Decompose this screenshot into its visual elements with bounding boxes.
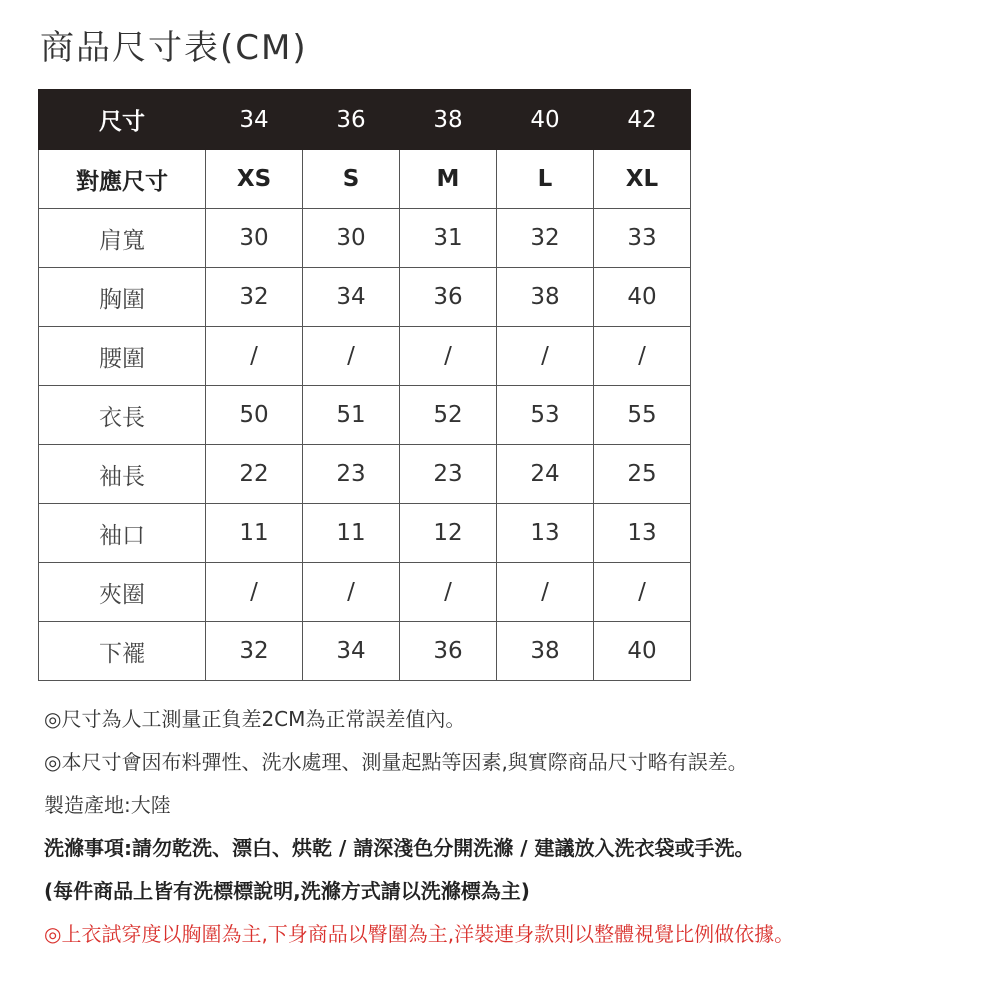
table-cell: 38 xyxy=(497,268,594,327)
table-cell: 51 xyxy=(303,386,400,445)
table-cell: 34 xyxy=(303,622,400,681)
table-cell: 11 xyxy=(303,504,400,563)
table-cell: 32 xyxy=(497,209,594,268)
equivalent-size-cell: L xyxy=(497,150,594,209)
table-cell: / xyxy=(206,327,303,386)
header-size-38: 38 xyxy=(400,90,497,150)
table-cell: 22 xyxy=(206,445,303,504)
table-cell: / xyxy=(303,327,400,386)
table-cell: 30 xyxy=(303,209,400,268)
row-label: 下襬 xyxy=(39,622,206,681)
header-size-label: 尺寸 xyxy=(39,90,206,150)
table-cell: / xyxy=(400,327,497,386)
table-cell: 36 xyxy=(400,268,497,327)
table-cell: 11 xyxy=(206,504,303,563)
row-label: 衣長 xyxy=(39,386,206,445)
header-size-40: 40 xyxy=(497,90,594,150)
table-cell: 33 xyxy=(594,209,691,268)
table-cell: 55 xyxy=(594,386,691,445)
table-cell: 31 xyxy=(400,209,497,268)
notes-section xyxy=(44,698,994,956)
table-row-cuff xyxy=(39,504,691,563)
table-row-shoulder-width xyxy=(39,209,691,268)
table-cell: 40 xyxy=(594,622,691,681)
row-label: 袖口 xyxy=(39,504,206,563)
table-cell: 23 xyxy=(400,445,497,504)
row-label: 夾圈 xyxy=(39,563,206,622)
table-cell: 32 xyxy=(206,268,303,327)
measurement-error-note: ◎尺寸為人工測量正負差2CM為正常誤差值內。 xyxy=(44,707,466,731)
equivalent-size-cell: M xyxy=(400,150,497,209)
table-cell: / xyxy=(497,327,594,386)
table-cell: 40 xyxy=(594,268,691,327)
row-label: 袖長 xyxy=(39,445,206,504)
table-cell: 32 xyxy=(206,622,303,681)
row-label: 胸圍 xyxy=(39,268,206,327)
table-row-armhole xyxy=(39,563,691,622)
table-cell: 34 xyxy=(303,268,400,327)
table-header-row xyxy=(39,90,691,150)
equivalent-size-label: 對應尺寸 xyxy=(39,150,206,209)
table-cell: / xyxy=(400,563,497,622)
table-cell: 25 xyxy=(594,445,691,504)
table-row-chest xyxy=(39,268,691,327)
table-row-hem xyxy=(39,622,691,681)
table-cell: 23 xyxy=(303,445,400,504)
table-cell: / xyxy=(303,563,400,622)
washing-label-note: (每件商品上皆有洗標標說明,洗滌方式請以洗滌標為主) xyxy=(44,879,530,903)
header-size-42: 42 xyxy=(594,90,691,150)
table-cell: 30 xyxy=(206,209,303,268)
table-cell: 36 xyxy=(400,622,497,681)
equivalent-size-cell: XL xyxy=(594,150,691,209)
table-row-waist xyxy=(39,327,691,386)
table-cell: / xyxy=(594,327,691,386)
row-label: 腰圍 xyxy=(39,327,206,386)
row-label: 肩寬 xyxy=(39,209,206,268)
header-size-34: 34 xyxy=(206,90,303,150)
equivalent-size-cell: XS xyxy=(206,150,303,209)
header-size-36: 36 xyxy=(303,90,400,150)
washing-instructions-note: 洗滌事項:請勿乾洗、漂白、烘乾 / 請深淺色分開洗滌 / 建議放入洗衣袋或手洗。 xyxy=(44,836,755,860)
size-difference-note: ◎本尺寸會因布料彈性、洗水處理、測量起點等因素,與實際商品尺寸略有誤差。 xyxy=(44,750,748,774)
table-cell: 13 xyxy=(594,504,691,563)
equivalent-size-row xyxy=(39,150,691,209)
origin-note: 製造產地:大陸 xyxy=(44,793,171,817)
table-cell: 12 xyxy=(400,504,497,563)
table-cell: 13 xyxy=(497,504,594,563)
fit-guide-note: ◎上衣試穿度以胸圍為主,下身商品以臀圍為主,洋裝連身款則以整體視覺比例做依據。 xyxy=(44,922,795,946)
table-cell: / xyxy=(497,563,594,622)
page-title: 商品尺寸表(CM) xyxy=(40,28,308,68)
table-cell: / xyxy=(594,563,691,622)
size-chart-table xyxy=(38,89,691,681)
table-row-length xyxy=(39,386,691,445)
table-cell: 38 xyxy=(497,622,594,681)
table-cell: / xyxy=(206,563,303,622)
table-cell: 52 xyxy=(400,386,497,445)
table-cell: 53 xyxy=(497,386,594,445)
table-cell: 24 xyxy=(497,445,594,504)
table-row-sleeve-length xyxy=(39,445,691,504)
equivalent-size-cell: S xyxy=(303,150,400,209)
table-cell: 50 xyxy=(206,386,303,445)
